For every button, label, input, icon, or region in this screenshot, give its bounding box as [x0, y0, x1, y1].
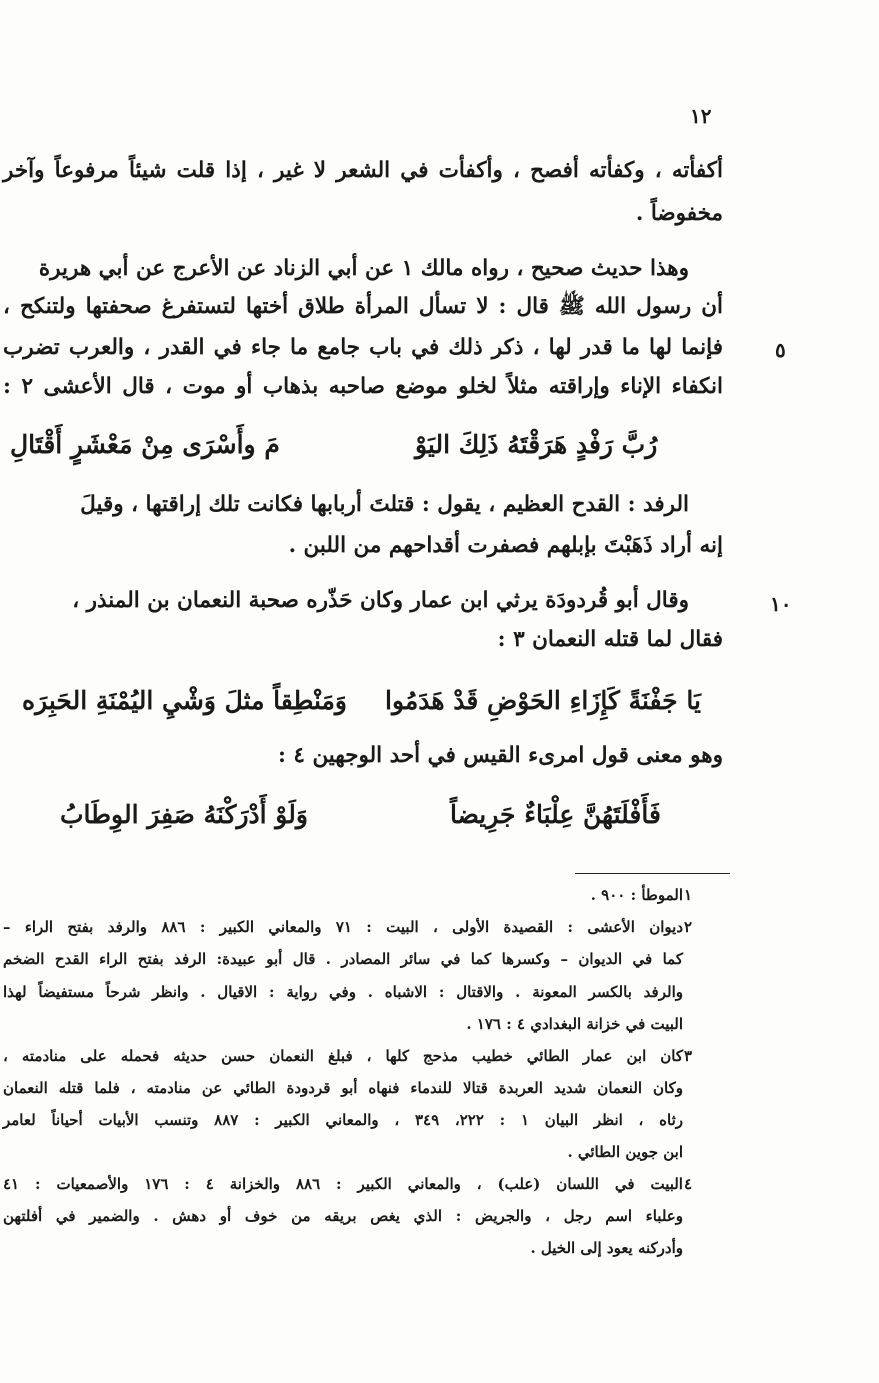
body-line: فقال لما قتله النعمان ٣ : — [497, 627, 723, 652]
body-line: فإنما لها ما قدر لها ، ذكر ذلك في باب جامع ما جاء في القدر ، والعرب تضرب — [3, 335, 723, 360]
footnote-line: البيت في خزانة البغدادي ٤ : ١٧٦ . — [466, 1015, 683, 1033]
body-line: انكفاء الإناء وإراقته مثلاً لخلو موضع صاحبه بذهاب أو موت ، قال الأعشى ٢ : — [3, 374, 723, 399]
footnote-line: وعلباء اسم رجل ، والجريض : الذي يغص بريقه من خوف أو دهش . والضمير في أفلتهن — [3, 1207, 683, 1225]
verse-hemistich-first: يَا جَفْنَةً كَإِزَاءِ الحَوْضِ قَدْ هَدَمُوا — [385, 686, 701, 715]
verse-hemistich-second: مَ وأَسْرَى مِنْ مَعْشَرٍ أَقْتَالِ — [10, 430, 280, 459]
body-line: وهو معنى قول امرىء القيس في أحد الوجهين ٤ : — [277, 743, 723, 768]
footnote-line: البيت في اللسان (علب) ، والمعاني الكبير : ٨٨٦ والخزانة ٤ : ١٧٦ والأصمعيات : ٤١ — [3, 1175, 683, 1193]
footnote-number: ١ — [684, 886, 693, 904]
footnote-line: والرفد بالكسر المعونة . والاقتال : الاشباه . وفي رواية : الاقيال . وانظر شرحاً مستفيضاً لهذا — [3, 983, 683, 1001]
verse-hemistich-first: رُبَّ رَفْدٍ هَرَقْتَهُ ذَلِكَ اليَوْ — [415, 430, 658, 459]
verse-hemistich-second: وَمَنْطِقاً مثلَ وَشْيِ اليُمْنَةِ الحَبِرَه — [22, 686, 347, 715]
body-line: مخفوضاً . — [635, 201, 723, 226]
body-line: إنه أراد ذَهَبْتَ بإبلهم فصفرت أقداحهم من اللبن . — [288, 533, 723, 558]
margin-line-number: ١٠ — [770, 592, 792, 616]
footnote-line: وكان النعمان شديد العربدة قتالا للندماء فنهاه أبو قردودة الطائي عن منادمته ، فلما قتله النعمان — [3, 1079, 683, 1097]
footnote-line: ابن جوين الطائي . — [567, 1143, 683, 1161]
verse-hemistich-first: فَأَفْلَتَهُنَّ عِلْبَاءٌ جَرِيضاً — [450, 800, 661, 829]
footnote-line: كان ابن عمار الطائي خطيب مذحج كلها ، فبلغ النعمان حسن حديثه فحمله على منادمته ، — [3, 1047, 683, 1065]
verse-hemistich-second: وَلَوْ أَدْرَكْنَهُ صَفِرَ الوِطَابُ — [60, 800, 308, 829]
footnote-number: ٤ — [684, 1175, 693, 1193]
footnote-number: ٣ — [684, 1047, 693, 1065]
body-line: أن رسول الله ﷺ قال : لا تسأل المرأة طلاق أختها لتستفرغ صحفتها ولتنكح ، — [3, 294, 723, 319]
footnote-line: كما في الديوان – وكسرها كما في سائر المصادر . قال أبو عبيدة: الرفد بفتح الراء القدح الضخم — [3, 950, 683, 968]
footnote-line: رثاه ، انظر البيان ١ : ٢٢٢، ٣٤٩ ، والمعاني الكبير : ٨٨٧ وتنسب الأبيات أحياناً لعامر — [3, 1111, 683, 1129]
footnote-rule — [575, 873, 730, 874]
footnote-line: وأدركنه يعود إلى الخيل . — [530, 1239, 683, 1257]
margin-line-number: ٥ — [775, 338, 786, 362]
body-line: أكفأته ، وكفأته أفصح ، وأكفأت في الشعر لا غير ، إذا قلت شيئاً مرفوعاً وآخر — [3, 158, 723, 183]
page-number: ١٢ — [690, 104, 712, 128]
footnote-number: ٢ — [684, 918, 693, 936]
footnote-line: ديوان الأعشى : القصيدة الأولى ، البيت : ٧١ والمعاني الكبير : ٨٨٦ والرفد بفتح الراء – — [3, 918, 683, 936]
body-line: وقال أبو قُردودَة يرثي ابن عمار وكان حَذّره صحبة النعمان بن المنذر ، — [72, 588, 689, 613]
body-line: الرفد : القدح العظيم ، يقول : قتلتَ أربابها فكانت تلك إراقتها ، وقيلَ — [80, 492, 689, 517]
footnote-line: الموطأ : ٩٠٠ . — [590, 886, 683, 904]
body-line: وهذا حديث صحيح ، رواه مالك ١ عن أبي الزناد عن الأعرج عن أبي هريرة — [38, 256, 689, 281]
